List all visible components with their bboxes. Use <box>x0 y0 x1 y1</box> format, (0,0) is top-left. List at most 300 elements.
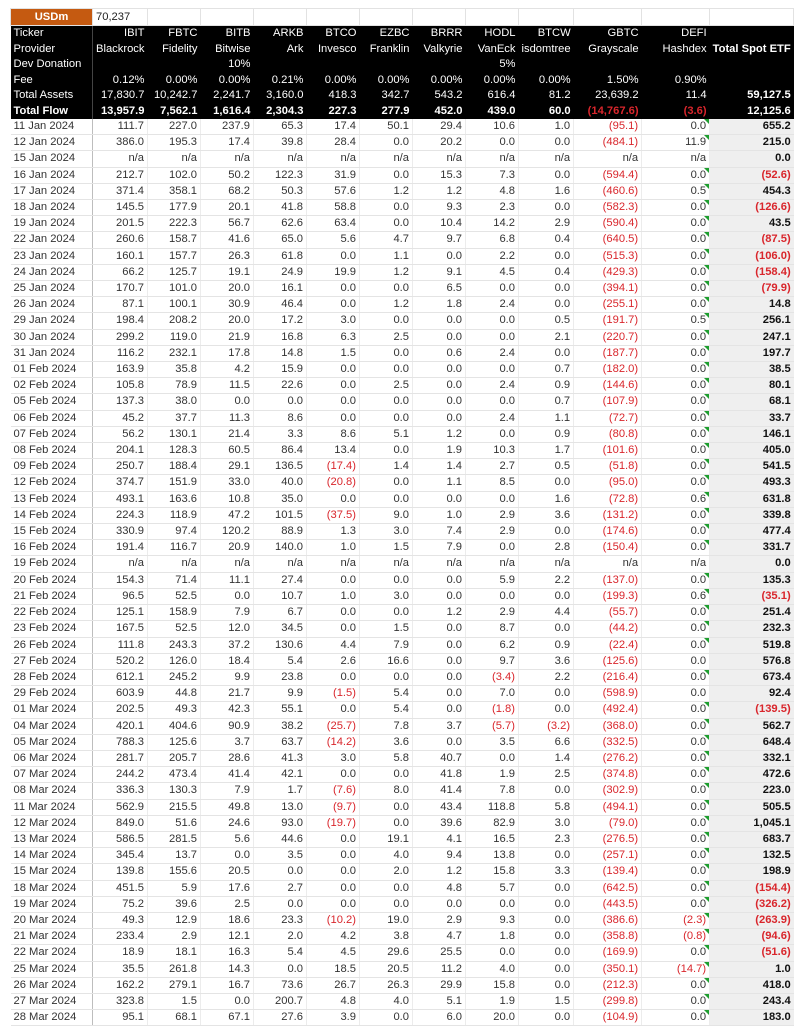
flow-cell[interactable]: 21.4 <box>201 426 254 442</box>
flow-cell[interactable]: 0.0 <box>466 588 519 604</box>
flow-cell[interactable]: n/a <box>519 556 574 572</box>
flow-cell[interactable]: 118.8 <box>466 799 519 815</box>
flow-cell[interactable]: 0.0 <box>413 669 466 685</box>
flow-cell[interactable]: 11.1 <box>201 572 254 588</box>
flow-cell[interactable]: 0.0 <box>642 200 710 216</box>
header-cell[interactable]: 10% <box>201 57 254 73</box>
total-flow-cell[interactable]: (106.0) <box>710 248 794 264</box>
flow-cell[interactable]: 0.0 <box>360 767 413 783</box>
flow-cell[interactable]: 1.1 <box>360 248 413 264</box>
flow-cell[interactable]: 4.0 <box>360 993 413 1009</box>
header-cell[interactable]: Hashdex <box>642 42 710 58</box>
flow-cell[interactable]: 371.4 <box>93 183 148 199</box>
date-cell[interactable]: 21 Mar 2024 <box>11 929 93 945</box>
flow-cell[interactable]: 0.0 <box>642 621 710 637</box>
flow-cell[interactable]: 0.0 <box>519 783 574 799</box>
flow-cell[interactable]: 15.3 <box>413 167 466 183</box>
flow-cell[interactable]: 3.0 <box>360 588 413 604</box>
flow-cell[interactable]: 50.2 <box>201 167 254 183</box>
flow-cell[interactable]: 202.5 <box>93 702 148 718</box>
flow-cell[interactable]: 13.0 <box>254 799 307 815</box>
flow-cell[interactable]: 5.9 <box>148 880 201 896</box>
flow-cell[interactable]: (72.8) <box>574 491 642 507</box>
flow-cell[interactable]: (101.6) <box>574 443 642 459</box>
flow-cell[interactable]: 1.3 <box>307 524 360 540</box>
flow-cell[interactable]: 0.0 <box>642 167 710 183</box>
flow-cell[interactable]: 122.3 <box>254 167 307 183</box>
flow-cell[interactable]: 66.2 <box>93 264 148 280</box>
flow-cell[interactable]: 16.3 <box>201 945 254 961</box>
header-cell[interactable]: 17,830.7 <box>93 88 148 104</box>
flow-cell[interactable]: 5.6 <box>307 232 360 248</box>
header-cell[interactable]: 2,304.3 <box>254 104 307 120</box>
flow-cell[interactable]: (640.5) <box>574 232 642 248</box>
total-flow-cell[interactable]: 146.1 <box>710 426 794 442</box>
flow-cell[interactable]: 473.4 <box>148 767 201 783</box>
flow-cell[interactable]: (3.4) <box>466 669 519 685</box>
total-flow-cell[interactable]: 1,045.1 <box>710 815 794 831</box>
flow-cell[interactable]: 20.0 <box>201 281 254 297</box>
flow-cell[interactable]: 97.4 <box>148 524 201 540</box>
date-cell[interactable]: 18 Mar 2024 <box>11 880 93 896</box>
flow-cell[interactable]: 16.1 <box>254 281 307 297</box>
flow-cell[interactable]: 0.6 <box>413 345 466 361</box>
flow-cell[interactable]: 0.0 <box>642 426 710 442</box>
flow-cell[interactable]: 0.0 <box>413 637 466 653</box>
flow-cell[interactable]: 41.8 <box>413 767 466 783</box>
flow-cell[interactable]: 224.3 <box>93 507 148 523</box>
flow-cell[interactable]: 1.0 <box>307 540 360 556</box>
flow-cell[interactable]: 11.5 <box>201 378 254 394</box>
header-cell[interactable]: 1,616.4 <box>201 104 254 120</box>
header-cell[interactable] <box>710 57 794 73</box>
flow-cell[interactable]: 0.0 <box>201 993 254 1009</box>
flow-cell[interactable]: 0.0 <box>642 297 710 313</box>
flow-cell[interactable]: 0.0 <box>360 475 413 491</box>
flow-cell[interactable]: 130.1 <box>148 426 201 442</box>
flow-cell[interactable]: 0.0 <box>519 135 574 151</box>
flow-cell[interactable]: 68.1 <box>148 1010 201 1026</box>
flow-cell[interactable]: 0.0 <box>307 848 360 864</box>
flow-cell[interactable]: 0.0 <box>413 572 466 588</box>
date-cell[interactable]: 13 Feb 2024 <box>11 491 93 507</box>
flow-cell[interactable]: 1.2 <box>413 605 466 621</box>
flow-cell[interactable]: (492.4) <box>574 702 642 718</box>
flow-cell[interactable]: 9.9 <box>201 669 254 685</box>
total-flow-cell[interactable]: 655.2 <box>710 119 794 135</box>
flow-cell[interactable]: 65.0 <box>254 232 307 248</box>
header-cell[interactable]: VanEck <box>466 42 519 58</box>
flow-cell[interactable]: 19.0 <box>360 912 413 928</box>
header-cell[interactable]: HODL <box>466 26 519 42</box>
header-label[interactable]: Total Flow <box>11 104 93 120</box>
flow-cell[interactable]: 4.5 <box>307 945 360 961</box>
empty-cell[interactable] <box>360 9 413 26</box>
flow-cell[interactable]: 25.5 <box>413 945 466 961</box>
flow-cell[interactable]: 3.5 <box>466 734 519 750</box>
date-cell[interactable]: 12 Jan 2024 <box>11 135 93 151</box>
flow-cell[interactable]: 0.0 <box>642 848 710 864</box>
total-flow-cell[interactable]: 38.5 <box>710 362 794 378</box>
flow-cell[interactable]: 1.7 <box>519 443 574 459</box>
flow-cell[interactable]: (257.1) <box>574 848 642 864</box>
flow-cell[interactable]: 4.5 <box>466 264 519 280</box>
flow-cell[interactable]: 11.2 <box>413 961 466 977</box>
flow-cell[interactable]: 158.9 <box>148 605 201 621</box>
flow-cell[interactable]: 0.0 <box>642 248 710 264</box>
flow-cell[interactable]: n/a <box>519 151 574 167</box>
flow-cell[interactable]: 0.4 <box>519 264 574 280</box>
flow-cell[interactable]: 125.7 <box>148 264 201 280</box>
flow-cell[interactable]: 0.0 <box>642 750 710 766</box>
flow-cell[interactable]: 0.0 <box>519 848 574 864</box>
date-cell[interactable]: 07 Mar 2024 <box>11 767 93 783</box>
flow-cell[interactable]: 0.0 <box>642 977 710 993</box>
flow-cell[interactable]: 244.2 <box>93 767 148 783</box>
flow-cell[interactable]: 3.8 <box>360 929 413 945</box>
flow-cell[interactable]: 65.3 <box>254 119 307 135</box>
flow-cell[interactable]: 0.0 <box>466 362 519 378</box>
flow-cell[interactable]: 27.4 <box>254 572 307 588</box>
flow-cell[interactable]: 2.4 <box>466 297 519 313</box>
flow-cell[interactable]: 420.1 <box>93 718 148 734</box>
flow-cell[interactable]: 0.0 <box>519 977 574 993</box>
flow-cell[interactable]: 1.9 <box>413 443 466 459</box>
flow-cell[interactable]: 1.2 <box>413 183 466 199</box>
date-cell[interactable]: 16 Jan 2024 <box>11 167 93 183</box>
flow-cell[interactable]: 0.0 <box>413 621 466 637</box>
flow-cell[interactable]: (302.9) <box>574 783 642 799</box>
flow-cell[interactable]: 2.5 <box>360 378 413 394</box>
flow-cell[interactable]: (17.4) <box>307 459 360 475</box>
total-flow-cell[interactable]: 418.0 <box>710 977 794 993</box>
flow-cell[interactable]: 0.9 <box>519 378 574 394</box>
flow-cell[interactable]: 404.6 <box>148 718 201 734</box>
flow-cell[interactable]: (95.0) <box>574 475 642 491</box>
flow-cell[interactable]: 155.6 <box>148 864 201 880</box>
header-cell[interactable]: Fidelity <box>148 42 201 58</box>
total-flow-cell[interactable]: 135.3 <box>710 572 794 588</box>
flow-cell[interactable]: 2.5 <box>519 767 574 783</box>
flow-cell[interactable]: 0.0 <box>307 669 360 685</box>
flow-cell[interactable]: 2.2 <box>519 669 574 685</box>
flow-cell[interactable]: 6.7 <box>254 605 307 621</box>
flow-cell[interactable]: 299.2 <box>93 329 148 345</box>
flow-cell[interactable]: 0.0 <box>642 864 710 880</box>
flow-cell[interactable]: 38.0 <box>148 394 201 410</box>
flow-cell[interactable]: 93.0 <box>254 815 307 831</box>
flow-cell[interactable]: 2.3 <box>466 200 519 216</box>
date-cell[interactable]: 12 Mar 2024 <box>11 815 93 831</box>
flow-cell[interactable]: 0.0 <box>642 734 710 750</box>
date-cell[interactable]: 19 Feb 2024 <box>11 556 93 572</box>
flow-cell[interactable]: 42.1 <box>254 767 307 783</box>
total-flow-cell[interactable]: 454.3 <box>710 183 794 199</box>
flow-cell[interactable]: 130.6 <box>254 637 307 653</box>
flow-cell[interactable]: 26.7 <box>307 977 360 993</box>
header-cell[interactable]: IBIT <box>93 26 148 42</box>
header-cell[interactable]: 0.00% <box>201 73 254 89</box>
flow-cell[interactable]: 163.9 <box>93 362 148 378</box>
flow-cell[interactable]: (144.6) <box>574 378 642 394</box>
flow-cell[interactable]: 336.3 <box>93 783 148 799</box>
flow-cell[interactable]: 0.0 <box>307 394 360 410</box>
flow-cell[interactable]: 5.8 <box>519 799 574 815</box>
flow-cell[interactable]: 28.4 <box>307 135 360 151</box>
flow-cell[interactable]: n/a <box>254 556 307 572</box>
flow-cell[interactable]: 4.7 <box>413 929 466 945</box>
flow-cell[interactable]: 1.8 <box>466 929 519 945</box>
header-cell[interactable] <box>307 57 360 73</box>
flow-cell[interactable]: 1.5 <box>307 345 360 361</box>
flow-cell[interactable]: 7.9 <box>201 605 254 621</box>
flow-cell[interactable]: 233.4 <box>93 929 148 945</box>
date-cell[interactable]: 15 Jan 2024 <box>11 151 93 167</box>
flow-cell[interactable]: 3.0 <box>519 815 574 831</box>
flow-cell[interactable]: 1.6 <box>519 491 574 507</box>
flow-cell[interactable]: 0.0 <box>360 394 413 410</box>
flow-cell[interactable]: 0.0 <box>307 831 360 847</box>
flow-cell[interactable]: 23.3 <box>254 912 307 928</box>
flow-cell[interactable]: 386.0 <box>93 135 148 151</box>
flow-cell[interactable]: 261.8 <box>148 961 201 977</box>
header-cell[interactable]: 10,242.7 <box>148 88 201 104</box>
header-cell[interactable]: 1.50% <box>574 73 642 89</box>
flow-cell[interactable]: 41.6 <box>201 232 254 248</box>
flow-cell[interactable]: 5.4 <box>254 653 307 669</box>
flow-cell[interactable]: 6.2 <box>466 637 519 653</box>
flow-cell[interactable]: (14.2) <box>307 734 360 750</box>
flow-cell[interactable]: 0.0 <box>466 491 519 507</box>
flow-cell[interactable]: 34.5 <box>254 621 307 637</box>
flow-cell[interactable]: n/a <box>360 151 413 167</box>
flow-cell[interactable]: 15.9 <box>254 362 307 378</box>
date-cell[interactable]: 24 Jan 2024 <box>11 264 93 280</box>
flow-cell[interactable]: 13.8 <box>466 848 519 864</box>
header-cell[interactable] <box>93 57 148 73</box>
flow-cell[interactable]: 15.8 <box>466 864 519 880</box>
total-flow-cell[interactable]: 1.0 <box>710 961 794 977</box>
header-cell[interactable] <box>360 57 413 73</box>
header-cell[interactable]: 0.00% <box>307 73 360 89</box>
flow-cell[interactable]: 0.0 <box>519 961 574 977</box>
header-cell[interactable]: 60.0 <box>519 104 574 120</box>
flow-cell[interactable]: 1.2 <box>360 183 413 199</box>
flow-cell[interactable]: 40.7 <box>413 750 466 766</box>
flow-cell[interactable]: 0.0 <box>642 945 710 961</box>
date-cell[interactable]: 01 Feb 2024 <box>11 362 93 378</box>
flow-cell[interactable]: 1.9 <box>466 993 519 1009</box>
flow-cell[interactable]: (125.6) <box>574 653 642 669</box>
empty-cell[interactable] <box>574 9 642 26</box>
flow-cell[interactable]: 0.0 <box>201 848 254 864</box>
flow-cell[interactable]: 0.0 <box>642 378 710 394</box>
flow-cell[interactable]: 154.3 <box>93 572 148 588</box>
flow-cell[interactable]: 9.7 <box>466 653 519 669</box>
flow-cell[interactable]: 208.2 <box>148 313 201 329</box>
empty-cell[interactable] <box>201 9 254 26</box>
flow-cell[interactable]: 35.5 <box>93 961 148 977</box>
header-cell[interactable]: 439.0 <box>466 104 519 120</box>
flow-cell[interactable]: 0.0 <box>307 605 360 621</box>
flow-cell[interactable]: 118.9 <box>148 507 201 523</box>
flow-cell[interactable]: 19.1 <box>360 831 413 847</box>
empty-cell[interactable] <box>466 9 519 26</box>
flow-cell[interactable]: 0.0 <box>413 686 466 702</box>
flow-cell[interactable]: 0.0 <box>466 329 519 345</box>
flow-cell[interactable]: 2.9 <box>413 912 466 928</box>
flow-cell[interactable]: 19.1 <box>201 264 254 280</box>
flow-cell[interactable]: 7.3 <box>466 167 519 183</box>
flow-cell[interactable]: 1.4 <box>413 459 466 475</box>
flow-cell[interactable]: 24.9 <box>254 264 307 280</box>
header-cell[interactable]: (3.6) <box>642 104 710 120</box>
flow-cell[interactable]: n/a <box>413 151 466 167</box>
flow-cell[interactable]: 0.0 <box>519 167 574 183</box>
flow-cell[interactable]: (582.3) <box>574 200 642 216</box>
flow-cell[interactable]: 0.6 <box>642 491 710 507</box>
total-flow-cell[interactable]: (263.9) <box>710 912 794 928</box>
total-flow-cell[interactable]: 0.0 <box>710 556 794 572</box>
flow-cell[interactable]: 260.6 <box>93 232 148 248</box>
flow-cell[interactable]: 198.4 <box>93 313 148 329</box>
header-label[interactable]: Dev Donation <box>11 57 93 73</box>
header-cell[interactable]: Grayscale <box>574 42 642 58</box>
flow-cell[interactable]: 90.9 <box>201 718 254 734</box>
flow-cell[interactable]: (590.4) <box>574 216 642 232</box>
flow-cell[interactable]: 39.6 <box>413 815 466 831</box>
flow-cell[interactable]: 0.0 <box>642 1010 710 1026</box>
flow-cell[interactable]: 0.0 <box>642 572 710 588</box>
header-label[interactable]: Fee <box>11 73 93 89</box>
flow-cell[interactable]: 0.0 <box>642 686 710 702</box>
flow-cell[interactable]: 7.8 <box>466 783 519 799</box>
flow-cell[interactable]: 0.0 <box>413 378 466 394</box>
flow-cell[interactable]: 0.0 <box>360 216 413 232</box>
total-flow-cell[interactable]: 562.7 <box>710 718 794 734</box>
flow-cell[interactable]: 158.7 <box>148 232 201 248</box>
flow-cell[interactable]: 37.2 <box>201 637 254 653</box>
flow-cell[interactable]: 60.5 <box>201 443 254 459</box>
flow-cell[interactable]: 8.7 <box>466 621 519 637</box>
flow-cell[interactable]: (220.7) <box>574 329 642 345</box>
flow-cell[interactable]: 0.0 <box>642 475 710 491</box>
flow-cell[interactable]: 0.0 <box>466 750 519 766</box>
date-cell[interactable]: 05 Feb 2024 <box>11 394 93 410</box>
flow-cell[interactable]: 0.0 <box>519 880 574 896</box>
flow-cell[interactable]: 493.1 <box>93 491 148 507</box>
date-cell[interactable]: 30 Jan 2024 <box>11 329 93 345</box>
total-flow-cell[interactable]: (51.6) <box>710 945 794 961</box>
flow-cell[interactable]: 170.7 <box>93 281 148 297</box>
flow-cell[interactable]: 0.0 <box>413 896 466 912</box>
total-flow-cell[interactable]: (87.5) <box>710 232 794 248</box>
flow-cell[interactable]: 5.7 <box>466 880 519 896</box>
flow-cell[interactable]: 3.6 <box>519 653 574 669</box>
flow-cell[interactable]: 40.0 <box>254 475 307 491</box>
flow-cell[interactable]: 26.3 <box>360 977 413 993</box>
flow-cell[interactable]: 30.9 <box>201 297 254 313</box>
flow-cell[interactable]: 71.4 <box>148 572 201 588</box>
flow-cell[interactable]: 3.3 <box>519 864 574 880</box>
flow-cell[interactable]: 26.3 <box>201 248 254 264</box>
flow-cell[interactable]: (299.8) <box>574 993 642 1009</box>
header-cell[interactable]: 5% <box>466 57 519 73</box>
empty-cell[interactable] <box>413 9 466 26</box>
date-cell[interactable]: 26 Jan 2024 <box>11 297 93 313</box>
flow-cell[interactable]: 1.0 <box>307 588 360 604</box>
flow-cell[interactable]: 212.7 <box>93 167 148 183</box>
header-cell[interactable]: 2,241.7 <box>201 88 254 104</box>
flow-cell[interactable]: 119.0 <box>148 329 201 345</box>
flow-cell[interactable]: (276.5) <box>574 831 642 847</box>
total-flow-cell[interactable]: 80.1 <box>710 378 794 394</box>
date-cell[interactable]: 23 Feb 2024 <box>11 621 93 637</box>
flow-cell[interactable]: 35.0 <box>254 491 307 507</box>
flow-cell[interactable]: 43.4 <box>413 799 466 815</box>
flow-cell[interactable]: 0.0 <box>307 491 360 507</box>
flow-cell[interactable]: (255.1) <box>574 297 642 313</box>
flow-cell[interactable]: 5.8 <box>360 750 413 766</box>
flow-cell[interactable]: (7.6) <box>307 783 360 799</box>
flow-cell[interactable]: 3.0 <box>360 524 413 540</box>
header-cell[interactable] <box>710 73 794 89</box>
flow-cell[interactable]: 86.4 <box>254 443 307 459</box>
header-cell[interactable] <box>642 57 710 73</box>
flow-cell[interactable]: 0.0 <box>254 864 307 880</box>
flow-cell[interactable]: 1.5 <box>360 540 413 556</box>
flow-cell[interactable]: n/a <box>148 556 201 572</box>
flow-cell[interactable]: 100.1 <box>148 297 201 313</box>
date-cell[interactable]: 19 Mar 2024 <box>11 896 93 912</box>
flow-cell[interactable]: 17.2 <box>254 313 307 329</box>
flow-cell[interactable]: 13.7 <box>148 848 201 864</box>
total-flow-cell[interactable]: 232.3 <box>710 621 794 637</box>
total-flow-cell[interactable]: 251.4 <box>710 605 794 621</box>
flow-cell[interactable]: 3.6 <box>360 734 413 750</box>
flow-cell[interactable]: 10.6 <box>466 119 519 135</box>
flow-cell[interactable]: 0.0 <box>466 896 519 912</box>
flow-cell[interactable]: 0.0 <box>642 459 710 475</box>
flow-cell[interactable]: 2.9 <box>466 605 519 621</box>
header-cell[interactable]: BTCW <box>519 26 574 42</box>
flow-cell[interactable]: 0.0 <box>360 896 413 912</box>
total-flow-cell[interactable]: 405.0 <box>710 443 794 459</box>
empty-cell[interactable] <box>148 9 201 26</box>
flow-cell[interactable]: 0.5 <box>519 313 574 329</box>
flow-cell[interactable]: 4.2 <box>201 362 254 378</box>
date-cell[interactable]: 28 Mar 2024 <box>11 1010 93 1026</box>
flow-cell[interactable]: 20.9 <box>201 540 254 556</box>
flow-cell[interactable]: 28.6 <box>201 750 254 766</box>
header-cell[interactable]: 0.00% <box>148 73 201 89</box>
flow-cell[interactable]: n/a <box>93 151 148 167</box>
flow-cell[interactable]: 4.1 <box>413 831 466 847</box>
flow-cell[interactable]: 0.0 <box>201 588 254 604</box>
flow-cell[interactable]: 44.6 <box>254 831 307 847</box>
flow-cell[interactable]: n/a <box>642 151 710 167</box>
date-cell[interactable]: 26 Mar 2024 <box>11 977 93 993</box>
flow-cell[interactable]: (386.6) <box>574 912 642 928</box>
flow-cell[interactable]: 0.0 <box>307 621 360 637</box>
flow-cell[interactable]: 126.0 <box>148 653 201 669</box>
flow-cell[interactable]: 195.3 <box>148 135 201 151</box>
flow-cell[interactable]: (5.7) <box>466 718 519 734</box>
header-cell[interactable]: 0.00% <box>360 73 413 89</box>
flow-cell[interactable]: 0.0 <box>360 345 413 361</box>
flow-cell[interactable]: 0.0 <box>360 135 413 151</box>
total-flow-cell[interactable]: 14.8 <box>710 297 794 313</box>
